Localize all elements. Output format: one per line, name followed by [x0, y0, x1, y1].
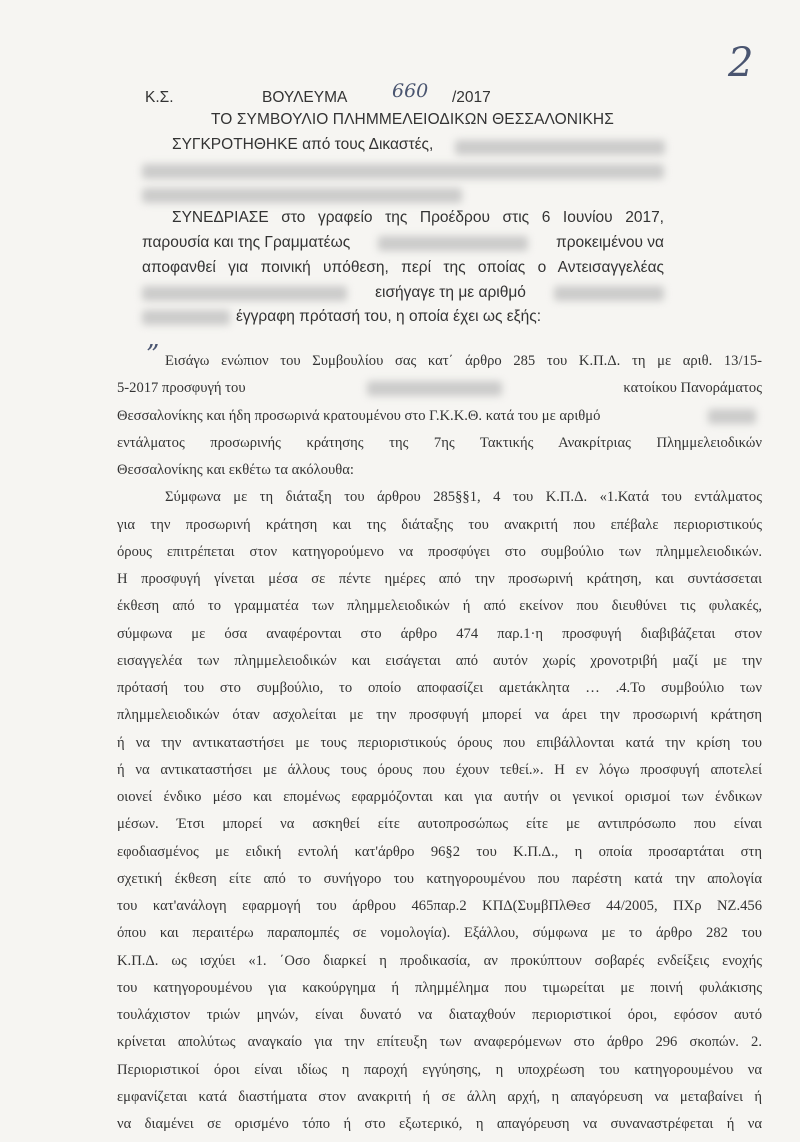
body-line [117, 403, 762, 430]
handwritten-quote-mark: ” [146, 340, 160, 370]
body-line [117, 757, 762, 784]
body-text: Κ.Π.Δ. ως ισχύει «1. ΄Οσο διαρκεί η προδικασία, αν προκύπτουν σοβαρές ενδείξεις ενοχής [117, 952, 762, 969]
body-line [117, 893, 762, 920]
body-line [117, 1029, 762, 1056]
intro-text: προκειμένου να [556, 234, 664, 251]
body-text: εφοδιασμένος με ειδική εντολή κατ'άρθρο 96§2 του Κ.Π.Δ., η οποία προσαρτάται στη [117, 843, 762, 860]
redacted-text [367, 381, 502, 396]
body-line [117, 348, 762, 375]
body-text: όπου και περαιτέρω παραπομπές σε νομολογία). Εξάλλου, σύμφωνα με το άρθρο 282 του [117, 925, 762, 942]
body-text: Περιοριστικοί όροι είναι ιδίως η παροχή εγγύησης, η υποχρέωση του κατηγορουμένου να [117, 1061, 762, 1078]
body-line [117, 811, 762, 838]
body-line [117, 593, 762, 620]
body-text: σύμφωνα με όσα αναφέρονται στο άρθρο 474 παρ.1·η προσφυγή διαβιβάζεται στον [117, 625, 762, 642]
redacted-prosecutor [142, 286, 347, 301]
body-text: Η προσφυγή γίνεται μέσα σε πέντε ημέρες από την προσωρινή κράτηση, και συντάσσεται [117, 571, 762, 587]
body-text: 5-2017 προσφυγή του [117, 380, 246, 397]
intro-text: αποφανθεί για ποινική υπόθεση, περί της οποίας ο Αντεισαγγελέας [142, 259, 664, 276]
body-line [117, 920, 762, 947]
body-text: πλημμελειοδικών όταν ασχολείται με την προσφυγή μπορεί να άρει την προσωρινή κράτηση [117, 707, 762, 724]
body-text: να διαμένει σε ορισμένο τόπο ή στο εξωτερικό, η απαγόρευση να συναναστρέφεται ή να [117, 1116, 762, 1132]
redacted-secretary [378, 236, 528, 251]
decision-label: ΒΟΥΛΕΥΜΑ [262, 89, 348, 106]
body-line [117, 375, 762, 402]
decision-year: /2017 [452, 89, 491, 106]
body-line [117, 1084, 762, 1111]
body-text: ή να την αντικαταστήσει με τους περιοριστικούς όρους που επιβάλλονται κατά την κρίση του [117, 734, 762, 751]
body-text: πρότασή του στο συμβούλιο, το οποίο αποφασίζει αμετάκλητα … .4.Το συμβούλιο των [117, 680, 762, 696]
redacted-judges [455, 140, 665, 155]
body-text: εντάλματος προσωρινής κράτησης της 7ης Τακτικής Ανακρίτριας Πλημμελειοδικών [117, 434, 762, 451]
body-line [117, 484, 762, 511]
body-line [117, 866, 762, 893]
intro-line [172, 207, 664, 229]
redacted-number [142, 310, 230, 325]
body-line [117, 621, 762, 648]
body-line [117, 457, 762, 484]
body-text: Θεσσαλονίκης και εκθέτω τα ακόλουθα: [117, 462, 354, 478]
court-title: ΤΟ ΣΥΜΒΟΥΛΙΟ ΠΛΗΜΜΕΛΕΙΟΔΙΚΩΝ ΘΕΣΣΑΛΟΝΙΚΗΣ [211, 111, 614, 128]
body-text: του κατηγορουμένου για κακούργημα ή πλημμέλημα που τιμωρείται με ποινή φυλάκισης [117, 979, 762, 996]
page-mark-handwritten: 2 [728, 40, 754, 86]
intro-text: εισήγαγε τη με αριθμό [375, 284, 526, 301]
decision-number-handwritten: 660 [392, 80, 429, 102]
intro-text: έγγραφη πρότασή του, η οποία έχει ως εξής: [236, 308, 542, 325]
proposal-body [117, 348, 762, 1138]
body-line [117, 1002, 762, 1029]
composed-by: ΣΥΓΚΡΟΤΗΘΗΚΕ από τους Δικαστές, [172, 136, 434, 153]
redacted-text [708, 409, 756, 424]
intro-text: ΣΥΝΕΔΡΙΑΣΕ στο γραφείο της Προέδρου στις 6 Ιουνίου 2017, [172, 209, 664, 226]
body-text: για την προσωρινή κράτηση και της διάταξης του ανακριτή που επέβαλε περιοριστικούς [117, 516, 762, 533]
body-text: ή να αντικαταστήσει με άλλους τους όρους που έχουν τεθεί.». Η εν λόγω προσφυγή αποτελεί [117, 761, 762, 778]
body-text: εισαγγελέα των πλημμελειοδικών και εισάγεται από αυτόν χωρίς χρονοτριβή μαζί με την [117, 652, 762, 669]
intro-line [142, 232, 664, 254]
body-text: όρους επιτρέπεται στον κατηγορούμενο να προσφύγει στο συμβούλιο των πλημμελειοδικών. [117, 543, 762, 560]
body-line [117, 648, 762, 675]
body-line [117, 512, 762, 539]
body-line [117, 784, 762, 811]
body-line [117, 539, 762, 566]
body-text: τουλάχιστον τριών μηνών, είναι δυνατό να διαταχθούν περιοριστικοί όροι, εφόσον αυτό [117, 1007, 762, 1023]
body-text: κρίνεται απολύτως αναγκαίο για την επίτευξη των αναφερόμενων στο άρθρο 296 σκοπών. 2. [117, 1034, 762, 1051]
body-text: σχετική έκθεση είτε από το συνήγορο του κατηγορουμένου που παρέστη κατά την απολογία [117, 870, 762, 887]
intro-text: παρουσία και της Γραμματέως [142, 234, 351, 251]
intro-line [142, 306, 664, 328]
body-line [117, 730, 762, 757]
body-text: εμφανίζεται κατά διαστήματα στον ανακριτή ή σε άλλη αρχή, η απαγόρευση να μεταβαίνει ή [117, 1088, 762, 1105]
body-line [117, 839, 762, 866]
body-text: έκθεση από το γραμματέα των πλημμελειοδικών ή από εκείνον που διευθύνει τις φυλακές, [117, 598, 762, 615]
redacted-judges [142, 188, 462, 203]
body-text: κατοίκου Πανοράματος [623, 380, 762, 397]
body-text: Θεσσαλονίκης και ήδη προσωρινά κρατουμένου στο Γ.Κ.Κ.Θ. κατά του με αριθμό [117, 407, 601, 424]
body-text: Εισάγω ενώπιον του Συμβουλίου σας κατ΄ άρθρο 285 του Κ.Π.Δ. τη με αριθ. 13/15- [165, 353, 762, 369]
body-line [117, 675, 762, 702]
case-code: Κ.Σ. [145, 89, 174, 106]
intro-line [142, 257, 664, 279]
intro-line [142, 282, 664, 304]
redacted-judges [142, 164, 664, 179]
body-line [117, 1057, 762, 1084]
body-line [117, 702, 762, 729]
body-line [117, 430, 762, 457]
body-text: του κατ'ανάλογη εφαρμογή του άρθρου 465παρ.2 ΚΠΔ(ΣυμβΠλΘεσ 44/2005, ΠΧρ ΝΖ.456 [117, 898, 762, 914]
body-text: Σύμφωνα με τη διάταξη του άρθρου 285§§1, 4 του Κ.Π.Δ. «1.Κατά του εντάλματος [165, 489, 762, 506]
redacted-number [554, 286, 664, 301]
body-line [117, 1111, 762, 1138]
body-line [117, 975, 762, 1002]
body-line [117, 948, 762, 975]
body-text: οιονεί ένδικο μέσο και επομένως εφαρμόζονται και για αυτήν οι γενικοί ορισμοί των ένδικων [117, 789, 762, 805]
body-text: μέσων. Έτσι μπορεί να ασκηθεί είτε αυτοπροσώπως είτε με αντιπρόσωπο που είναι [117, 816, 762, 833]
body-line [117, 566, 762, 593]
